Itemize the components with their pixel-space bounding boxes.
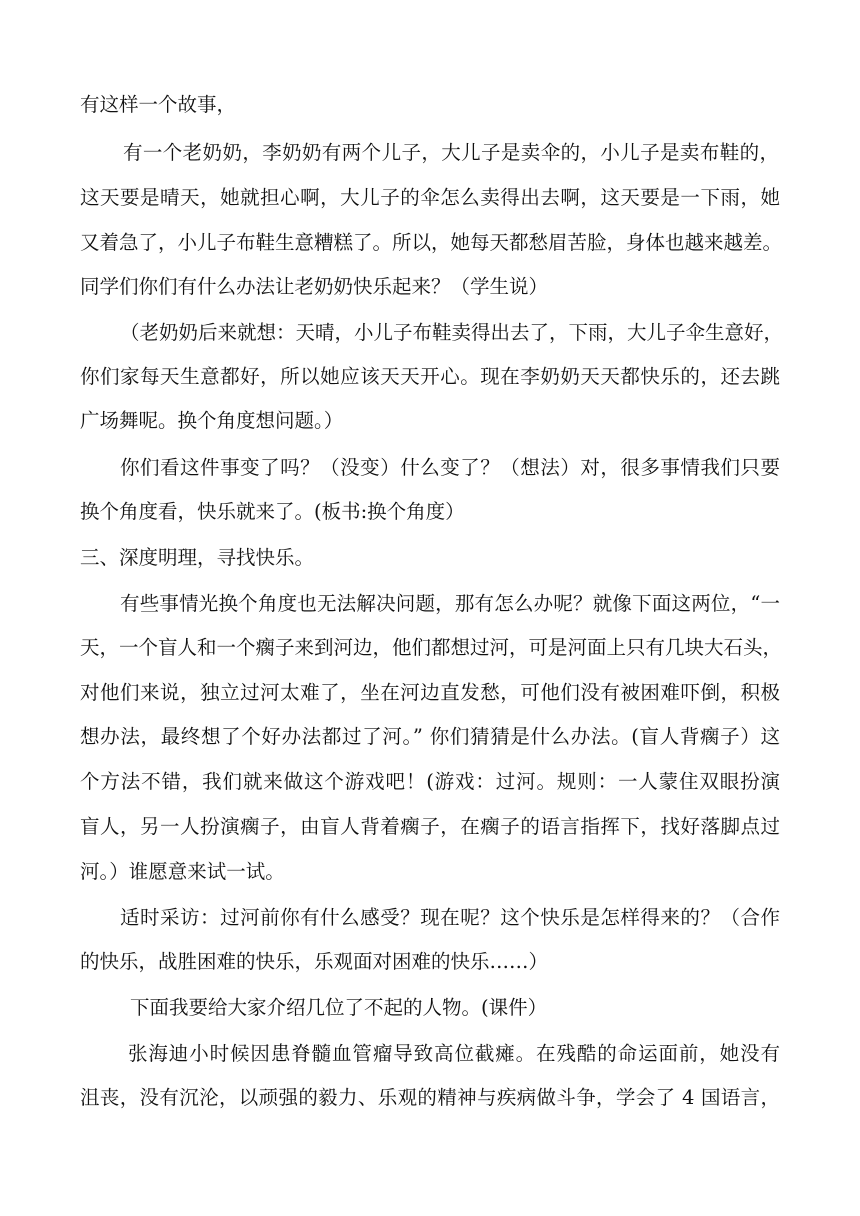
text-line: 广场舞呢。换个角度想问题。） xyxy=(80,409,344,432)
text-line: 沮丧，没有沉沦，以顽强的毅力、乐观的精神与疾病做斗争，学会了 4 国语言， xyxy=(80,1086,780,1109)
text-line: 适时采访：过河前你有什么感受？现在呢？这个快乐是怎样得来的？（合作 xyxy=(120,906,780,929)
text-line: 同学们你们有什么办法让老奶奶快乐起来？（学生说） xyxy=(80,275,549,298)
text-line: 个方法不错，我们就来做这个游戏吧！(游戏：过河。规则：一人蒙住双眼扮演 xyxy=(80,770,780,793)
text-line: 又着急了，小儿子布鞋生意糟糕了。所以，她每天都愁眉苦脸，身体也越来越差。 xyxy=(80,231,783,254)
text-line: 的快乐，战胜困难的快乐，乐观面对困难的快乐……） xyxy=(80,950,549,973)
text-line: 想办法，最终想了个好办法都过了河。” 你们猜猜是什么办法。(盲人背瘸子）这 xyxy=(80,725,780,748)
text-line: 你们看这件事变了吗？（没变）什么变了？（想法）对，很多事情我们只要 xyxy=(120,456,780,479)
text-line: 你们家每天生意都好，所以她应该天天开心。现在李奶奶天天都快乐的，还去跳 xyxy=(80,365,780,388)
text-line: 天，一个盲人和一个瘸子来到河边，他们都想过河，可是河面上只有几块大石头， xyxy=(80,636,783,659)
text-line: 有些事情光换个角度也无法解决问题，那有怎么办呢？就像下面这两位，“一 xyxy=(120,592,780,615)
text-line: 下面我要给大家介绍几位了不起的人物。(课件） xyxy=(130,996,548,1019)
text-line: 对他们来说，独立过河太难了，坐在河边直发愁，可他们没有被困难吓倒，积极 xyxy=(80,681,780,704)
text-line: 换个角度看，快乐就来了。(板书:换个角度） xyxy=(80,500,465,523)
section-heading: 三、深度明理，寻找快乐。 xyxy=(80,546,315,569)
text-line: 这天要是晴天，她就担心啊，大儿子的伞怎么卖得出去啊，这天要是一下雨，她 xyxy=(80,186,780,209)
text-line: 河。）谁愿意来试一试。 xyxy=(80,860,285,883)
text-line: 有这样一个故事， xyxy=(80,93,237,116)
text-line: 盲人，另一人扮演瘸子，由盲人背着瘸子，在瘸子的语言指挥下，找好落脚点过 xyxy=(80,815,780,838)
text-line: 有一个老奶奶，李奶奶有两个儿子，大儿子是卖伞的，小儿子是卖布鞋的， xyxy=(123,141,779,164)
text-line: （老奶奶后来就想：天晴，小儿子布鞋卖得出去了，下雨，大儿子伞生意好， xyxy=(120,321,784,344)
text-line: 张海迪小时候因患脊髓血管瘤导致高位截瘫。在残酷的命运面前，她没有 xyxy=(128,1042,780,1065)
